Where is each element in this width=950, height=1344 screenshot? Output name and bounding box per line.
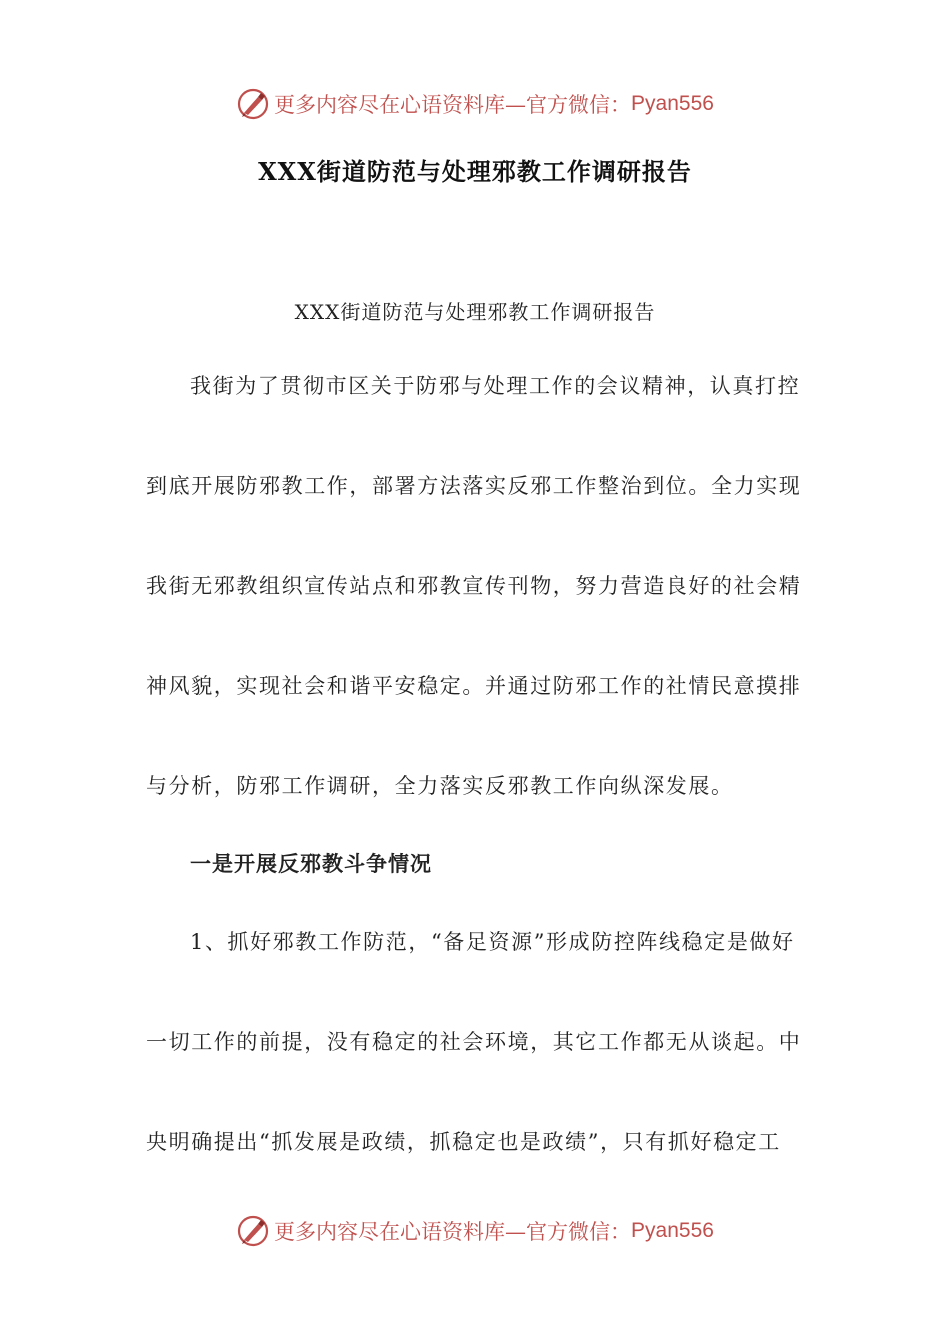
paragraph-line: 到底开展防邪教工作，部署方法落实反邪工作整治到位。全力实现 bbox=[146, 474, 802, 498]
paragraph-line: 1、抓好邪教工作防范，“备足资源”形成防控阵线稳定是做好 bbox=[190, 930, 795, 954]
pen-circle-logo-icon bbox=[236, 87, 270, 121]
watermark-text: 更多内容尽在心语资料库—官方微信： bbox=[274, 93, 632, 117]
pen-circle-logo-icon bbox=[236, 1214, 270, 1248]
paragraph-line: 与分析，防邪工作调研，全力落实反邪教工作向纵深发展。 bbox=[146, 774, 734, 798]
footer-watermark-banner bbox=[0, 1209, 950, 1253]
section-heading: 一是开展反邪教斗争情况 bbox=[190, 851, 432, 876]
paragraph-line: 一切工作的前提，没有稳定的社会环境，其它工作都无从谈起。中 bbox=[146, 1030, 802, 1054]
header-watermark-banner bbox=[0, 82, 950, 126]
watermark-wechat-id: Pyan556 bbox=[631, 1219, 714, 1242]
paragraph-line: 神风貌，实现社会和谐平安稳定。并通过防邪工作的社情民意摸排 bbox=[146, 674, 802, 698]
paragraph-line: 我街无邪教组织宣传站点和邪教宣传刊物，努力营造良好的社会精 bbox=[146, 574, 802, 598]
paragraph-line: 我街为了贯彻市区关于防邪与处理工作的会议精神，认真打控 bbox=[190, 374, 801, 398]
document-subtitle: XXX街道防范与处理邪教工作调研报告 bbox=[294, 300, 656, 324]
watermark-wechat-id: Pyan556 bbox=[631, 92, 714, 115]
document-title: XXX街道防范与处理邪教工作调研报告 bbox=[258, 157, 692, 186]
paragraph-line: 央明确提出“抓发展是政绩，抓稳定也是政绩”，只有抓好稳定工 bbox=[146, 1130, 781, 1154]
watermark-text: 更多内容尽在心语资料库—官方微信： bbox=[274, 1220, 632, 1244]
